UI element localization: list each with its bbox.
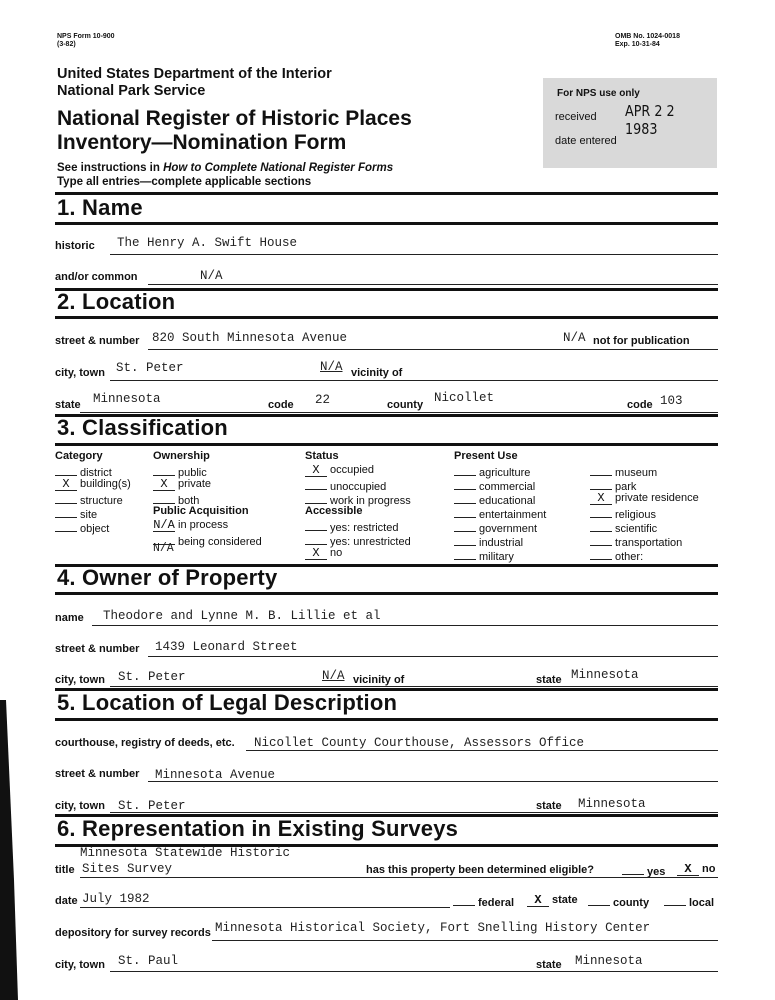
checkbox-option[interactable]: [153, 519, 228, 532]
checkbox-option[interactable]: [454, 478, 535, 493]
section-rule: [55, 222, 718, 225]
checkbox-label: entertainment: [479, 509, 547, 521]
form-number-line: NPS Form 10-900: [57, 33, 115, 40]
checkbox-label: religious: [615, 509, 656, 521]
eligible-yes-option[interactable]: [622, 863, 665, 878]
checkbox-option[interactable]: [55, 492, 123, 507]
checkbox-mark: X: [305, 548, 327, 560]
checkbox-mark: [454, 534, 476, 546]
checkbox-mark: X: [305, 465, 327, 477]
checkbox-label: public: [178, 467, 207, 479]
federal-label: federal: [478, 897, 515, 909]
county-option[interactable]: [588, 894, 649, 909]
state-code-label: code: [268, 399, 294, 411]
checkbox-mark: [454, 520, 476, 532]
legal-city-value: St. Peter: [118, 799, 186, 813]
checkbox-mark: [55, 520, 77, 532]
form-title: [57, 107, 412, 155]
checkbox-mark: [55, 506, 77, 518]
checkbox-option[interactable]: [454, 534, 523, 549]
checkbox-option[interactable]: [55, 478, 131, 491]
survey-title-label: title: [55, 864, 75, 876]
county-value: Nicollet: [434, 391, 495, 405]
scan-edge-shadow: [0, 700, 18, 1000]
checkbox-mark: [590, 548, 612, 560]
checkbox-mark: [590, 520, 612, 532]
checkbox-label: work in progress: [330, 495, 411, 507]
survey-city-value: St. Paul: [118, 954, 179, 968]
field-line: [212, 940, 718, 941]
courthouse-label: courthouse, registry of deeds, etc.: [55, 737, 235, 749]
checkbox-label: other:: [615, 551, 644, 563]
county-option-label: county: [613, 897, 650, 909]
present-use-title: Present Use: [454, 450, 518, 462]
section-4-heading: 4. Owner of Property: [57, 565, 278, 590]
section-rule: [55, 592, 718, 595]
survey-date-value: July 1982: [82, 892, 150, 906]
field-line: [148, 284, 718, 285]
field-line: [110, 380, 718, 381]
owner-vicinity-label: vicinity of: [353, 674, 405, 686]
eligible-yes-mark: [622, 863, 644, 875]
eligible-question-label: has this property been determined eligible?: [366, 864, 594, 876]
eligible-yes-label: yes: [647, 866, 666, 878]
checkbox-option[interactable]: [454, 548, 514, 563]
checkbox-option[interactable]: [590, 506, 656, 521]
field-line: [110, 812, 718, 813]
field-line: [110, 254, 718, 255]
checkbox-option[interactable]: [590, 464, 657, 479]
checkbox-mark: [55, 464, 77, 476]
city-town-label: city, town: [55, 367, 105, 379]
field-line: [148, 349, 718, 350]
field-line: [92, 625, 718, 626]
form-title-line2: Inventory—Nomination Form: [57, 131, 347, 154]
county-code-label: code: [627, 399, 653, 411]
field-line: [110, 686, 718, 687]
form-number: [57, 33, 115, 49]
federal-mark: [453, 894, 475, 906]
checkbox-mark: [454, 464, 476, 476]
field-line: [148, 656, 718, 657]
checkbox-label: commercial: [479, 481, 536, 493]
checkbox-label: in process: [178, 519, 229, 531]
checkbox-mark: [153, 464, 175, 476]
checkbox-mark: [153, 492, 175, 504]
owner-vicinity-mark: N/A: [322, 669, 345, 683]
street-address-value: 820 South Minnesota Avenue: [152, 331, 348, 345]
state-code-value: 22: [315, 393, 331, 407]
survey-state-label: state: [536, 959, 562, 971]
checkbox-mark: [305, 519, 327, 531]
instructions-line2: Type all entries—complete applicable sections: [57, 176, 312, 188]
not-for-publication-mark: N/A: [563, 331, 586, 345]
checkbox-mark: [55, 492, 77, 504]
form-instructions: [57, 161, 393, 189]
state-label: state: [55, 399, 81, 411]
checkbox-option[interactable]: [454, 520, 537, 535]
public-acquisition-title: Public Acquisition: [153, 505, 249, 517]
common-name-label: and/or common: [55, 271, 138, 283]
local-option-label: local: [689, 897, 715, 909]
checkbox-option[interactable]: [55, 506, 97, 521]
checkbox-mark: [454, 478, 476, 490]
checkbox-option[interactable]: [590, 548, 643, 563]
received-stamp: APR 2 2 1983: [625, 102, 675, 138]
field-line: [110, 971, 718, 972]
eligible-no-mark: X: [677, 864, 699, 876]
checkbox-label: occupied: [330, 464, 375, 476]
checkbox-label: unoccupied: [330, 481, 387, 493]
legal-city-label: city, town: [55, 800, 105, 812]
legal-street-value: Minnesota Avenue: [155, 768, 276, 782]
county-code-value: 103: [660, 394, 683, 408]
checkbox-mark: [590, 534, 612, 546]
checkbox-option[interactable]: [590, 492, 699, 505]
section-1-heading: 1. Name: [57, 195, 143, 220]
checkbox-mark: [305, 533, 327, 545]
depository-label: depository for survey records: [55, 927, 211, 939]
field-line: [80, 877, 718, 878]
survey-title-line1: Minnesota Statewide Historic: [80, 846, 291, 860]
checkbox-option[interactable]: [305, 533, 411, 548]
street-number-label: street & number: [55, 335, 140, 347]
eligible-no-label: no: [702, 863, 716, 875]
section-rule: [55, 718, 718, 721]
section-rule: [55, 316, 718, 319]
field-line: [148, 781, 718, 782]
checkbox-option[interactable]: [305, 547, 342, 560]
acquisition-note: N/A: [153, 542, 174, 555]
owner-state-value: Minnesota: [571, 668, 639, 682]
courthouse-value: Nicollet County Courthouse, Assessors Office: [254, 736, 585, 750]
survey-state-value: Minnesota: [575, 954, 643, 968]
owner-street-label: street & number: [55, 643, 140, 655]
checkbox-label: scientific: [615, 523, 658, 535]
owner-name-value: Theodore and Lynne M. B. Lillie et al: [103, 609, 381, 623]
checkbox-option[interactable]: [590, 534, 682, 549]
checkbox-option[interactable]: [590, 520, 657, 535]
accessible-title: Accessible: [305, 505, 363, 517]
checkbox-mark: [305, 492, 327, 504]
survey-title-line2: Sites Survey: [82, 862, 173, 876]
checkbox-mark: [590, 506, 612, 518]
state-value: Minnesota: [93, 392, 161, 406]
checkbox-mark: N/A: [153, 518, 175, 532]
field-line: [246, 750, 718, 751]
omb-number: [615, 33, 680, 49]
common-name-value: N/A: [200, 269, 223, 283]
owner-street-value: 1439 Leonard Street: [155, 640, 298, 654]
county-label: county: [387, 399, 424, 411]
checkbox-label: private residence: [615, 492, 699, 504]
owner-city-label: city, town: [55, 674, 105, 686]
instructions-prefix: See instructions in: [57, 162, 164, 174]
checkbox-label: district: [80, 467, 112, 479]
vicinity-mark: N/A: [320, 360, 343, 374]
vicinity-label: vicinity of: [351, 367, 403, 379]
checkbox-label: being considered: [178, 536, 262, 548]
status-title: Status: [305, 450, 339, 462]
field-line: [80, 907, 450, 908]
city-value: St. Peter: [116, 361, 184, 375]
section-rule: [55, 192, 718, 195]
instructions-reference: How to Complete National Register Forms: [163, 162, 394, 174]
checkbox-label: yes: unrestricted: [330, 536, 411, 548]
historic-name-value: The Henry A. Swift House: [117, 236, 298, 250]
section-6-heading: 6. Representation in Existing Surveys: [57, 816, 459, 841]
form-title-line1: National Register of Historic Places: [57, 107, 412, 130]
survey-city-label: city, town: [55, 959, 105, 971]
local-option[interactable]: [664, 894, 714, 909]
checkbox-option[interactable]: [454, 506, 546, 521]
checkbox-label: industrial: [479, 537, 524, 549]
checkbox-label: transportation: [615, 537, 683, 549]
checkbox-label: educational: [479, 495, 536, 507]
received-label: received: [555, 111, 597, 123]
owner-state-label: state: [536, 674, 562, 686]
state-mark: X: [527, 895, 549, 907]
ownership-title: Ownership: [153, 450, 210, 462]
checkbox-label: government: [479, 523, 538, 535]
legal-state-label: state: [536, 800, 562, 812]
checkbox-mark: X: [153, 479, 175, 491]
checkbox-mark: [454, 548, 476, 560]
historic-label: historic: [55, 240, 95, 252]
legal-street-label: street & number: [55, 768, 140, 780]
field-line: [80, 412, 718, 413]
checkbox-label: both: [178, 495, 200, 507]
legal-state-value: Minnesota: [578, 797, 646, 811]
depository-value: Minnesota Historical Society, Fort Snelling History Center: [215, 921, 651, 935]
agency-department: United States Department of the Interior: [57, 66, 332, 82]
eligible-no-option[interactable]: [677, 863, 715, 876]
state-option[interactable]: [527, 894, 578, 907]
checkbox-mark: [590, 464, 612, 476]
checkbox-option[interactable]: [305, 478, 386, 493]
checkbox-label: building(s): [80, 478, 131, 490]
checkbox-mark: X: [55, 479, 77, 491]
checkbox-label: no: [330, 547, 343, 559]
checkbox-option[interactable]: [454, 492, 535, 507]
section-5-heading: 5. Location of Legal Description: [57, 690, 398, 715]
federal-option[interactable]: [453, 894, 514, 909]
omb-number-line: OMB No. 1024-0018: [615, 33, 680, 40]
agency-service: National Park Service: [57, 83, 206, 99]
not-for-publication-label: not for publication: [593, 335, 690, 347]
checkbox-label: yes: restricted: [330, 522, 399, 534]
checkbox-option[interactable]: [55, 520, 109, 535]
nps-box-heading: For NPS use only: [557, 88, 640, 99]
checkbox-label: park: [615, 481, 637, 493]
section-2-heading: 2. Location: [57, 289, 176, 314]
checkbox-label: object: [80, 523, 110, 535]
county-mark: [588, 894, 610, 906]
agency-header: [57, 66, 332, 100]
date-entered-label: date entered: [555, 135, 617, 147]
checkbox-label: structure: [80, 495, 123, 507]
category-title: Category: [55, 450, 103, 462]
checkbox-label: museum: [615, 467, 658, 479]
checkbox-label: private: [178, 478, 212, 490]
omb-expiration-line: Exp. 10-31-84: [615, 41, 660, 48]
owner-name-label: name: [55, 612, 84, 624]
checkbox-mark: [305, 478, 327, 490]
checkbox-option[interactable]: [153, 478, 211, 491]
checkbox-mark: [590, 478, 612, 490]
section-rule: [55, 443, 718, 446]
checkbox-label: agriculture: [479, 467, 531, 479]
owner-city-value: St. Peter: [118, 670, 186, 684]
form-revision-line: (3-82): [57, 41, 76, 48]
state-option-label: state: [552, 894, 578, 906]
local-mark: [664, 894, 686, 906]
checkbox-option[interactable]: [454, 464, 530, 479]
checkbox-mark: [454, 506, 476, 518]
checkbox-option[interactable]: [305, 519, 398, 534]
checkbox-label: site: [80, 509, 98, 521]
survey-date-label: date: [55, 895, 78, 907]
checkbox-option[interactable]: [305, 464, 374, 477]
checkbox-label: military: [479, 551, 514, 563]
nps-use-box: [543, 78, 717, 168]
checkbox-mark: X: [590, 493, 612, 505]
section-3-heading: 3. Classification: [57, 415, 228, 440]
checkbox-mark: [454, 492, 476, 504]
